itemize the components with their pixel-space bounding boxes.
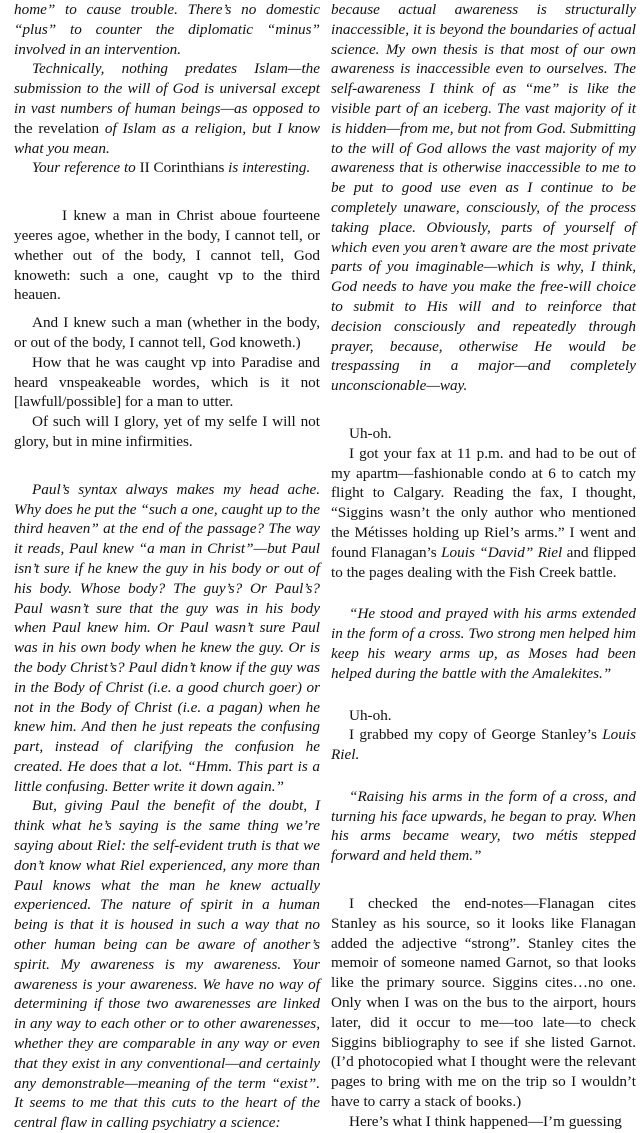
text-fragment: Technically, nothing predates Islam—the submission to the will of God is universal except in vast numbers of human beings—as opposed to xyxy=(14,60,320,117)
paragraph-intervention: home” to cause trouble. There’s no domestic “plus” to counter the diplomatic “minus” involved in an intervention. xyxy=(14,1,320,58)
text-fragment: and flipped to the pages dealing with the Fish Creek battle. xyxy=(331,543,636,581)
left-column xyxy=(14,0,320,1132)
quote-verse-1: I knew a man in Christ aboue fourteene yeeres agoe, whether in the body, I cannot tell, or whether out of the body, I cannot tell, God knoweth: such a one, caught vp to the third heauen. xyxy=(14,207,320,304)
right-column xyxy=(331,0,636,1130)
text-fragment: is interesting. xyxy=(224,159,311,177)
text-fragment: Your reference to xyxy=(32,159,140,177)
quote-verse-2: And I knew such a man (whether in the body, or out of the body, I cannot tell, God knoweth.) xyxy=(14,314,320,351)
text-fragment: of Islam as a religion, but I know what you mean. xyxy=(14,119,320,157)
scripture-quote xyxy=(14,206,320,452)
paragraph-corinthians-intro xyxy=(14,158,320,178)
paragraph-uh-oh-1: Uh-oh. xyxy=(349,424,392,442)
book-reference: II Corinthians xyxy=(139,159,225,177)
paragraph-uh-oh-2: Uh-oh. xyxy=(349,706,392,724)
quote-flanagan: “He stood and prayed with his arms extended in the form of a cross. Two strong men helped him keep his weary arms up, as Moses had been helped during the battle with the Amalekites.” xyxy=(331,605,636,682)
book-title: Louis Riel. xyxy=(331,726,636,764)
paragraph-stanley xyxy=(331,725,636,765)
text-fragment-roman: the revelation xyxy=(14,119,100,137)
text-fragment: I grabbed my copy of George Stanley’s xyxy=(349,726,603,744)
paragraph-islam xyxy=(14,59,320,158)
paragraph-fax xyxy=(331,444,636,583)
paragraph-benefit-of-doubt: But, giving Paul the benefit of the doubt, I think what he’s saying is the same thing we’re saying about Riel: the self-evident truth is that we don’t know what Riel experienced, any more than Paul knows what the man he knew actually experienced. The nature of spirit in a human being is that it is housed in such a way that no other human being can be aware of another’s spirit. My awareness is my awareness. Your awareness is your awareness. We have no way of determining if those two awarenesses are linked in any way to each other or to other awarenesses, whether they are comparable in any way or even that they exist in any conventional—and certainly any demonstrable—meaning of the term “exist”. It seems to me that this cuts to the heart of the central flaw in calling psychiatry a science: xyxy=(14,797,320,1132)
text-fragment: I got your fax at 11 p.m. and had to be out of my apartm—fashionable condo at 6 to catch my flight to Calgary. Reading the fax, I thought, “Siggins wasn’t the only author who mentioned the Métisses holding up Riel’s arms.” I went and found Flanagan’s xyxy=(331,444,636,561)
quote-stanley: “Raising his arms in the form of a cross, and turning his face upwards, he began to pray. When his arms became weary, two métis stepped forward and held them.” xyxy=(331,787,636,865)
paragraph-end-notes: I checked the end-notes—Flanagan cites Stanley as his source, so it looks like Flanagan added the adjective “strong”. Stanley cites the memoir of someone named Garnot, so that looks like the primary source. Siggins cites…no one. Only when I was on the bus to the airport, hours later, did it occur to me—too late—to check Siggins bibliography to see if she listed Garnot. (I’d photocopied what I thought were the relevant pages to bring with me on the trip so I wouldn’t have to carry a stack of books.) xyxy=(331,895,636,1111)
paragraph-paul-syntax: Paul’s syntax always makes my head ache. Why does he put the “such a one, caught up to the third heaven” at the end of the passage? The way it reads, Paul knew “a man in Christ”—but Paul isn’t sure if he knew the guy in his body or out of his body. Whose body? The guy’s? Or Paul’s? Paul wasn’t sure that the guy was in his body when Paul knew him. Or Paul wasn’t sure Paul was in his own body when he knew the guy. Or is the body Christ’s? Paul didn’t know if the guy was in the Body of Christ (i.e. a good church goer) or not in the Body of Christ (i.e. a pagan) when he knew him. And then he just repeats the confusing part, instead of clarifying the confusion he created. He does that a lot. “Hmm. This part is a little confusing. Better write it down again.” xyxy=(14,480,320,795)
paragraph-what-happened: Here’s what I think happened—I’m guessing xyxy=(349,1112,622,1130)
book-title: Louis “David” Riel xyxy=(441,543,563,561)
quote-verse-3: How that he was caught vp into Paradise and heard vnspeakeable wordes, which is it not [lawfull/possible] for a man to utter. xyxy=(14,353,320,411)
quote-verse-4: Of such will I glory, yet of my selfe I will not glory, but in mine infirmities. xyxy=(14,413,320,450)
paragraph-awareness: because actual awareness is structurally inaccessible, it is beyond the boundaries of actual science. My own thesis is that most of our own awareness is inaccessible even to ourselves. The self-awareness I think of as “me” is like the visible part of an iceberg. The vast majority of it is hidden—from me, but not from God. Submitting to the will of God allows the vast majority of my awareness that is otherwise inaccessible to me to be put to good use even as I continue to be completely unaware, consciously, of the process taking place. Obviously, parts of yourself of which even you aren’t aware are the most private parts of you imaginable—which is why, I think, God needs to have you make the free-will choice to submit to His will and to reinforce that decision consciously and repeatedly through prayer, because, otherwise He would be trespassing in a major—and completely unconscionable—way. xyxy=(331,1,636,395)
